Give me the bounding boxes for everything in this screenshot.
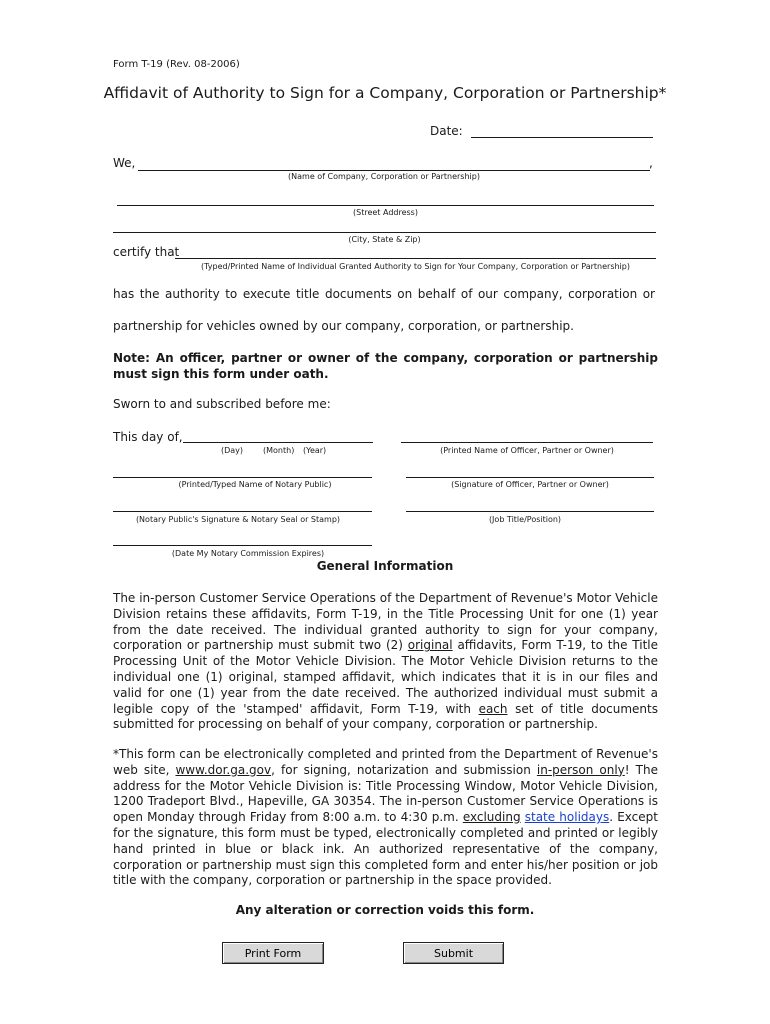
notary-signature-field[interactable] xyxy=(113,511,372,512)
p1-text-a: The in-person Customer Service Operations of the Department of Revenue's Motor Vehicle Division retains these affidavits, Form T-19, in the Title Processing Unit for one (1) year from the date received. The individual granted authority to sign for your company, corporation or partnership must submit two (2) xyxy=(113,591,658,653)
city-state-zip-caption: (City, State & Zip) xyxy=(348,235,421,244)
day-caption: (Day) xyxy=(221,446,244,455)
general-info-paragraph-2 xyxy=(113,747,658,889)
commission-expiry-caption: (Date My Notary Commission Expires) xyxy=(171,549,325,558)
state-holidays-link[interactable]: state holidays xyxy=(524,810,610,825)
oath-note: Note: An officer, partner or owner of the company, corporation or partnership must sign this form under oath. xyxy=(113,351,658,381)
authority-line-1: has the authority to execute title documents on behalf of our company, corporation or xyxy=(113,287,655,301)
authority-line-2: partnership for vehicles owned by our company, corporation, or partnership. xyxy=(113,319,574,333)
sworn-label: Sworn to and subscribed before me: xyxy=(113,397,331,411)
company-name-field[interactable] xyxy=(138,170,650,171)
general-info-heading: General Information xyxy=(316,559,454,573)
dor-website-link[interactable]: www.dor.ga.gov xyxy=(175,762,272,777)
certify-label: certify that xyxy=(113,245,180,259)
form-number: Form T-19 (Rev. 08-2006) xyxy=(113,59,240,70)
year-caption: (Year) xyxy=(303,446,327,455)
page-title: Affidavit of Authority to Sign for a Company, Corporation or Partnership* xyxy=(103,84,667,102)
notary-name-field[interactable] xyxy=(113,477,372,478)
submit-button[interactable]: Submit xyxy=(403,942,504,964)
month-caption: (Month) xyxy=(263,446,295,455)
p2-text-d: . Except for the signature, this form must be typed, electronically completed and printed or legibly hand printed in blue or black ink. An authorized representative of the company, corporation or partnership must sign this completed form and enter his/her position or job title with the company, corporation or partnership in the space provided. xyxy=(113,810,658,888)
alteration-warning: Any alteration or correction voids this form. xyxy=(235,903,535,917)
oath-date-field[interactable] xyxy=(183,442,373,443)
we-label: We, xyxy=(113,156,136,170)
p2-text-b: , for signing, notarization and submission xyxy=(271,762,537,777)
p2-in-person-only: in-person only xyxy=(536,762,625,777)
date-field[interactable] xyxy=(471,125,653,138)
street-address-caption: (Street Address) xyxy=(353,208,418,217)
notary-signature-caption: (Notary Public's Signature & Notary Seal or Stamp) xyxy=(135,515,341,524)
print-form-button[interactable]: Print Form xyxy=(222,942,324,964)
officer-signature-caption: (Signature of Officer, Partner or Owner) xyxy=(451,480,609,489)
authorized-individual-field[interactable] xyxy=(175,258,656,259)
job-title-field[interactable] xyxy=(406,511,654,512)
notary-name-caption: (Printed/Typed Name of Notary Public) xyxy=(178,480,332,489)
officer-signature-field[interactable] xyxy=(406,477,654,478)
this-day-label: This day of, xyxy=(113,430,183,444)
p2-excluding: excluding xyxy=(462,810,521,825)
p2-text-a: *This form can be electronically completed and printed from the Department of Revenue's web site, xyxy=(113,747,658,777)
commission-expiry-field[interactable] xyxy=(113,545,372,546)
street-address-field[interactable] xyxy=(117,205,654,206)
date-label: Date: xyxy=(430,124,463,138)
date-row xyxy=(430,124,653,138)
p1-text-c: set of title documents submitted for processing on behalf of your company, corporation or partnership. xyxy=(113,701,658,732)
authorized-individual-caption: (Typed/Printed Name of Individual Granted Authority to Sign for Your Company, Corporation or Partnership) xyxy=(201,262,630,271)
we-comma: , xyxy=(649,156,653,170)
officer-name-field[interactable] xyxy=(401,442,653,443)
company-name-caption: (Name of Company, Corporation or Partnership) xyxy=(288,172,480,181)
general-info-paragraph-1 xyxy=(113,591,658,733)
p2-text-c: ! The address for the Motor Vehicle Division is: Title Processing Window, Motor Vehicle Division, 1200 Tradeport Blvd., Hapeville, GA 30354. The in-person Customer Service Operations is open Monday through Friday from 8:00 a.m. to 4:30 p.m. xyxy=(113,762,658,825)
p1-each: each xyxy=(478,701,508,716)
officer-name-caption: (Printed Name of Officer, Partner or Owner) xyxy=(440,446,614,455)
city-state-zip-field[interactable] xyxy=(113,232,656,233)
job-title-caption: (Job Title/Position) xyxy=(488,515,562,524)
p1-text-b: affidavits, Form T-19, to the Title Processing Unit of the Motor Vehicle Division. The Motor Vehicle Division returns to the individual one (1) original, stamped affidavit, which indicates that it is in our files and valid for one (1) year from the date received. The authorized individual must submit a legible copy of the 'stamped' affidavit, Form T-19, with xyxy=(113,638,658,716)
p1-original: original xyxy=(407,638,453,653)
